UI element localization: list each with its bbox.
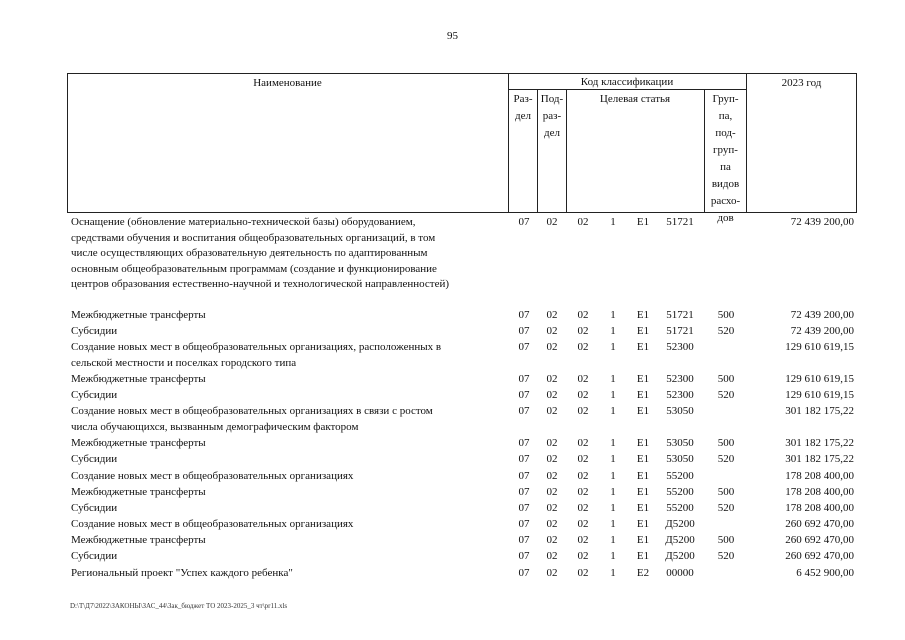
header-group: [705, 91, 746, 227]
row-name: Создание новых мест в общеобразовательных организациях: [71, 518, 354, 530]
row-program: 02: [577, 373, 589, 385]
row-expense-type: 500: [717, 534, 735, 546]
row-direction: Д5200: [665, 518, 695, 530]
row-direction: 55200: [666, 502, 694, 514]
row-project: Е1: [636, 341, 650, 353]
header-podrazdel: [538, 91, 566, 142]
row-podrazdel: 02: [546, 502, 558, 514]
row-subprogram: 1: [610, 567, 616, 579]
row-podrazdel: 02: [546, 325, 558, 337]
row-subprogram: 1: [610, 389, 616, 401]
row-subprogram: 1: [610, 518, 616, 530]
row-subprogram: 1: [610, 373, 616, 385]
row-program: 02: [577, 453, 589, 465]
row-subprogram: 1: [610, 309, 616, 321]
row-direction: 52300: [666, 341, 694, 353]
row-razdel: 07: [518, 453, 530, 465]
row-name: Межбюджетные трансферты: [71, 373, 206, 385]
row-podrazdel: 02: [546, 453, 558, 465]
row-podrazdel: 02: [546, 550, 558, 562]
row-name: [71, 340, 501, 371]
row-name-line: сельской местности и поселках городского типа: [71, 356, 297, 369]
row-razdel: 07: [518, 567, 530, 579]
row-expense-type: 500: [717, 373, 735, 385]
row-program: 02: [577, 567, 589, 579]
row-razdel: 07: [518, 518, 530, 530]
row-amount: 260 692 470,00: [785, 518, 854, 530]
row-amount: 301 182 175,22: [785, 453, 854, 465]
header-divider-year: [746, 73, 747, 213]
row-podrazdel: 02: [546, 486, 558, 498]
row-project: Е1: [636, 470, 650, 482]
row-direction: 00000: [666, 567, 694, 579]
row-project: Е1: [636, 453, 650, 465]
row-direction: 53050: [666, 405, 694, 417]
header-group-line: дов: [717, 212, 734, 224]
header-group-line: видов: [711, 178, 740, 190]
row-expense-type: 520: [717, 325, 735, 337]
row-amount: 178 208 400,00: [785, 470, 854, 482]
header-code: Код классификации: [580, 76, 674, 88]
row-program: 02: [577, 550, 589, 562]
row-razdel: 07: [518, 389, 530, 401]
row-direction: 51721: [666, 309, 694, 321]
header-razdel-line: Раз-: [513, 93, 533, 105]
row-expense-type: 520: [717, 550, 735, 562]
row-direction: 53050: [666, 453, 694, 465]
row-program: 02: [577, 325, 589, 337]
row-amount: 260 692 470,00: [785, 550, 854, 562]
header-group-line: расхо-: [710, 195, 741, 207]
row-podrazdel: 02: [546, 567, 558, 579]
row-program: 02: [577, 341, 589, 353]
row-amount: 6 452 900,00: [796, 567, 854, 579]
page-number: 95: [447, 30, 458, 42]
row-razdel: 07: [518, 373, 530, 385]
row-podrazdel: 02: [546, 341, 558, 353]
row-amount: 301 182 175,22: [785, 437, 854, 449]
row-direction: Д5200: [665, 534, 695, 546]
row-project: Е2: [636, 567, 650, 579]
header-podrazdel-line: Под-: [540, 93, 564, 105]
row-razdel: 07: [518, 534, 530, 546]
row-razdel: 07: [518, 437, 530, 449]
row-project: Е1: [636, 518, 650, 530]
header-group-line: Груп-: [712, 93, 739, 105]
row-direction: 55200: [666, 486, 694, 498]
header-group-line: под-: [715, 127, 736, 139]
row-podrazdel: 02: [546, 518, 558, 530]
header-razdel-line: дел: [515, 110, 531, 122]
header-group-line: па: [720, 161, 731, 173]
row-name-line: Создание новых мест в общеобразовательных организациях в связи с ростом: [71, 405, 433, 417]
row-podrazdel: 02: [546, 534, 558, 546]
row-razdel: 07: [518, 502, 530, 514]
row-razdel: 07: [518, 550, 530, 562]
row-subprogram: 1: [610, 502, 616, 514]
row-name: Межбюджетные трансферты: [71, 437, 206, 449]
row-program: 02: [577, 216, 589, 228]
row-project: Е1: [636, 534, 650, 546]
row-project: Е1: [636, 373, 650, 385]
row-name-line: центров образования естественно-научной и технологической направленностей): [71, 278, 450, 290]
row-expense-type: 500: [717, 437, 735, 449]
row-direction: 51721: [666, 216, 694, 228]
row-name: Региональный проект "Успех каждого ребенка": [71, 567, 293, 579]
row-podrazdel: 02: [546, 470, 558, 482]
row-program: 02: [577, 309, 589, 321]
row-name: [71, 404, 501, 435]
row-project: Е1: [636, 502, 650, 514]
row-amount: 72 439 200,00: [790, 325, 854, 337]
row-subprogram: 1: [610, 550, 616, 562]
row-amount: 129 610 619,15: [785, 373, 854, 385]
file-path-footer: D:\Т\Д7\2022\ЗАКОНЫ\ЗАС_44\Зак_бюджет ТО 2023-2025_3 чт\pr11.xls: [70, 602, 288, 610]
row-podrazdel: 02: [546, 309, 558, 321]
row-expense-type: 500: [717, 309, 735, 321]
row-direction: Д5200: [665, 550, 695, 562]
row-subprogram: 1: [610, 486, 616, 498]
row-name-line: Оснащение (обновление материально-технической базы) оборудованием,: [71, 216, 416, 228]
row-name-line: числе осуществляющих образовательную деятельность по адаптированным: [71, 247, 428, 259]
row-direction: 51721: [666, 325, 694, 337]
row-amount: 129 610 619,15: [785, 341, 854, 353]
row-amount: 260 692 470,00: [785, 534, 854, 546]
row-expense-type: 500: [717, 486, 735, 498]
row-direction: 52300: [666, 389, 694, 401]
header-group-line: па,: [718, 110, 733, 122]
row-name-line: Создание новых мест в общеобразовательных организациях, расположенных в: [71, 341, 442, 353]
header-target: Целевая статья: [599, 93, 671, 105]
row-project: Е1: [636, 216, 650, 228]
header-divider-podrazdel: [566, 89, 567, 213]
row-expense-type: 520: [717, 502, 735, 514]
row-podrazdel: 02: [546, 437, 558, 449]
row-amount: 129 610 619,15: [785, 389, 854, 401]
row-name: Межбюджетные трансферты: [71, 486, 206, 498]
row-program: 02: [577, 405, 589, 417]
row-name: Межбюджетные трансферты: [71, 309, 206, 321]
row-name: Субсидии: [71, 325, 118, 337]
row-expense-type: 520: [717, 389, 735, 401]
row-program: 02: [577, 534, 589, 546]
row-razdel: 07: [518, 309, 530, 321]
row-amount: 72 439 200,00: [790, 309, 854, 321]
header-podrazdel-line: раз-: [542, 110, 562, 122]
row-project: Е1: [636, 389, 650, 401]
row-program: 02: [577, 389, 589, 401]
row-program: 02: [577, 486, 589, 498]
row-project: Е1: [636, 437, 650, 449]
row-podrazdel: 02: [546, 389, 558, 401]
row-razdel: 07: [518, 486, 530, 498]
row-name: Субсидии: [71, 389, 118, 401]
row-program: 02: [577, 437, 589, 449]
row-amount: 178 208 400,00: [785, 486, 854, 498]
row-project: Е1: [636, 550, 650, 562]
row-expense-type: 520: [717, 453, 735, 465]
row-subprogram: 1: [610, 216, 616, 228]
row-amount: 178 208 400,00: [785, 502, 854, 514]
row-razdel: 07: [518, 341, 530, 353]
row-podrazdel: 02: [546, 373, 558, 385]
row-project: Е1: [636, 405, 650, 417]
row-name: [71, 215, 501, 293]
row-subprogram: 1: [610, 341, 616, 353]
row-project: Е1: [636, 486, 650, 498]
row-subprogram: 1: [610, 470, 616, 482]
row-subprogram: 1: [610, 453, 616, 465]
row-project: Е1: [636, 309, 650, 321]
header-razdel: [509, 91, 537, 125]
row-direction: 55200: [666, 470, 694, 482]
row-razdel: 07: [518, 325, 530, 337]
row-program: 02: [577, 518, 589, 530]
row-direction: 52300: [666, 373, 694, 385]
row-amount: 72 439 200,00: [790, 216, 854, 228]
row-direction: 53050: [666, 437, 694, 449]
row-project: Е1: [636, 325, 650, 337]
row-razdel: 07: [518, 470, 530, 482]
row-razdel: 07: [518, 405, 530, 417]
row-podrazdel: 02: [546, 216, 558, 228]
row-subprogram: 1: [610, 405, 616, 417]
header-group-line: груп-: [713, 144, 738, 156]
row-name: Межбюджетные трансферты: [71, 534, 206, 546]
row-subprogram: 1: [610, 534, 616, 546]
row-name: Субсидии: [71, 453, 118, 465]
header-podrazdel-line: дел: [544, 127, 560, 139]
row-subprogram: 1: [610, 325, 616, 337]
row-name: Субсидии: [71, 502, 118, 514]
row-amount: 301 182 175,22: [785, 405, 854, 417]
row-podrazdel: 02: [546, 405, 558, 417]
row-name-line: основным общеобразовательным программам (создание и функционирование: [71, 262, 437, 275]
header-year: 2023 год: [781, 77, 822, 89]
row-program: 02: [577, 470, 589, 482]
header-name: Наименование: [253, 77, 322, 89]
row-name-line: числа обучающихся, вызванным демографическим фактором: [71, 420, 359, 433]
row-razdel: 07: [518, 216, 530, 228]
row-name: Создание новых мест в общеобразовательных организациях: [71, 470, 354, 482]
row-name-line: средствами обучения и воспитания общеобразовательных организаций, в том: [71, 231, 436, 244]
row-program: 02: [577, 502, 589, 514]
row-subprogram: 1: [610, 437, 616, 449]
row-name: Субсидии: [71, 550, 118, 562]
